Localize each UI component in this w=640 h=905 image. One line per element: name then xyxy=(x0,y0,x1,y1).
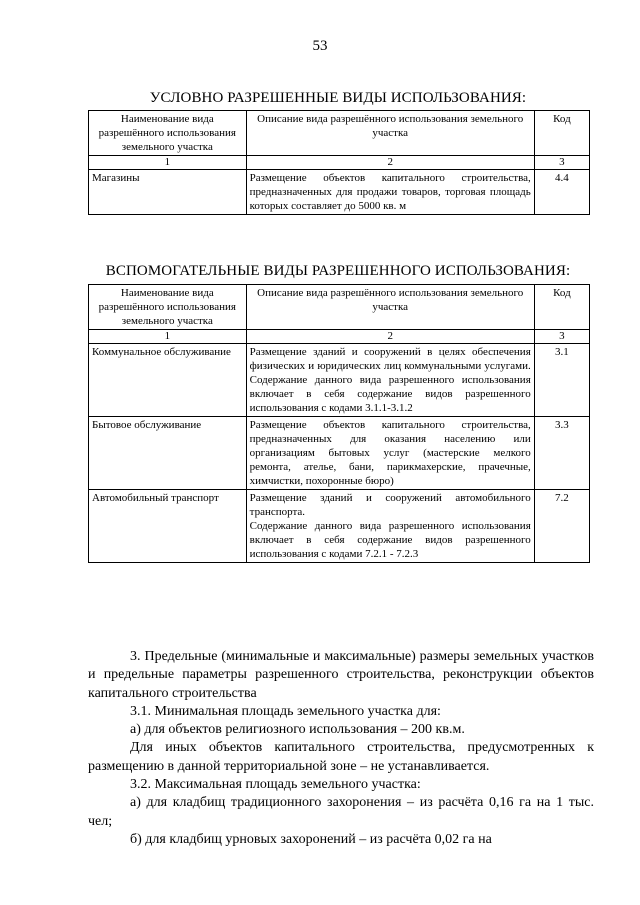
table-header-row xyxy=(89,285,590,330)
paragraph: 3.2. Максимальная площадь земельного участка: xyxy=(130,777,421,793)
header-code: Код xyxy=(534,285,589,330)
header-description: Описание вида разрешённого использования земельного участка xyxy=(246,111,534,156)
table-row xyxy=(89,417,590,490)
use-description: Размещение объектов капитального строительства, предназначенных для продажи товаров, торговая площадь которых составляет до 5000 кв. м xyxy=(246,170,534,215)
column-number: 2 xyxy=(246,330,534,344)
header-code: Код xyxy=(534,111,589,156)
table-number-row xyxy=(89,156,590,170)
table-header-row xyxy=(89,111,590,156)
use-name: Бытовое обслуживание xyxy=(89,417,247,490)
paragraph: а) для объектов религиозного использования – 200 кв.м. xyxy=(130,722,465,738)
header-name: Наименование вида разрешённого использования земельного участка xyxy=(89,111,247,156)
paragraph: 3. Предельные (минимальные и максимальные) размеры земельных участков и предельные параметры разрешенного строительства, реконструкции объектов капитального строительства xyxy=(88,649,594,701)
paragraph: а) для кладбищ традиционного захоронения – из расчёта 0,16 га на 1 тыс. чел; xyxy=(88,795,594,829)
column-number: 2 xyxy=(246,156,534,170)
paragraph: 3.1. Минимальная площадь земельного участка для: xyxy=(130,703,441,719)
column-number: 3 xyxy=(534,156,589,170)
page-number: 53 xyxy=(312,38,328,54)
section-title-auxiliary: ВСПОМОГАТЕЛЬНЫЕ ВИДЫ РАЗРЕШЕННОГО ИСПОЛЬЗОВАНИЯ: xyxy=(105,263,571,279)
column-number: 1 xyxy=(89,330,247,344)
paragraph: б) для кладбищ урновых захоронений – из расчёта 0,02 га на xyxy=(130,831,492,847)
table-row xyxy=(89,344,590,417)
section-title-conditional: УСЛОВНО РАЗРЕШЕННЫЕ ВИДЫ ИСПОЛЬЗОВАНИЯ: xyxy=(149,90,527,106)
use-description-cell xyxy=(246,490,534,563)
header-name: Наименование вида разрешённого использования земельного участка xyxy=(89,285,247,330)
auxiliary-uses-table xyxy=(88,284,590,563)
use-code: 7.2 xyxy=(534,490,589,563)
column-number: 3 xyxy=(534,330,589,344)
column-number: 1 xyxy=(89,156,247,170)
use-description: Размещение объектов капитального строительства, предназначенных для оказания населению или организациям бытовых услуг (мастерские мелкого ремонта, ателье, бани, парикмахерские, прачечные, химчистки, похоронные бюро) xyxy=(246,417,534,490)
use-description: Размещение зданий и сооружений автомобильного транспорта. xyxy=(249,492,531,518)
use-name: Автомобильный транспорт xyxy=(89,490,247,563)
use-description: Размещение зданий и сооружений в целях обеспечения физических и юридических лиц коммунальными услугами. Содержание данного вида разрешенного использования включает в себя содержание видов разрешенного использования с кодами 3.1.1-3.1.2 xyxy=(246,344,534,417)
use-description-continued: Содержание данного вида разрешенного использования включает в себя содержание видов разрешенного использования с кодами 7.2.1 - 7.2.3 xyxy=(249,520,531,560)
conditional-uses-table xyxy=(88,110,590,215)
use-name: Коммунальное обслуживание xyxy=(89,344,247,417)
use-code: 3.3 xyxy=(534,417,589,490)
table-row xyxy=(89,170,590,215)
use-name: Магазины xyxy=(89,170,247,215)
use-code: 3.1 xyxy=(534,344,589,417)
header-description: Описание вида разрешённого использования земельного участка xyxy=(246,285,534,330)
table-row xyxy=(89,490,590,563)
use-code: 4.4 xyxy=(534,170,589,215)
table-number-row xyxy=(89,330,590,344)
body-text xyxy=(88,648,594,849)
paragraph: Для иных объектов капитального строительства, предусмотренных к размещению в данной территориальной зоне – не устанавливается. xyxy=(88,740,594,774)
